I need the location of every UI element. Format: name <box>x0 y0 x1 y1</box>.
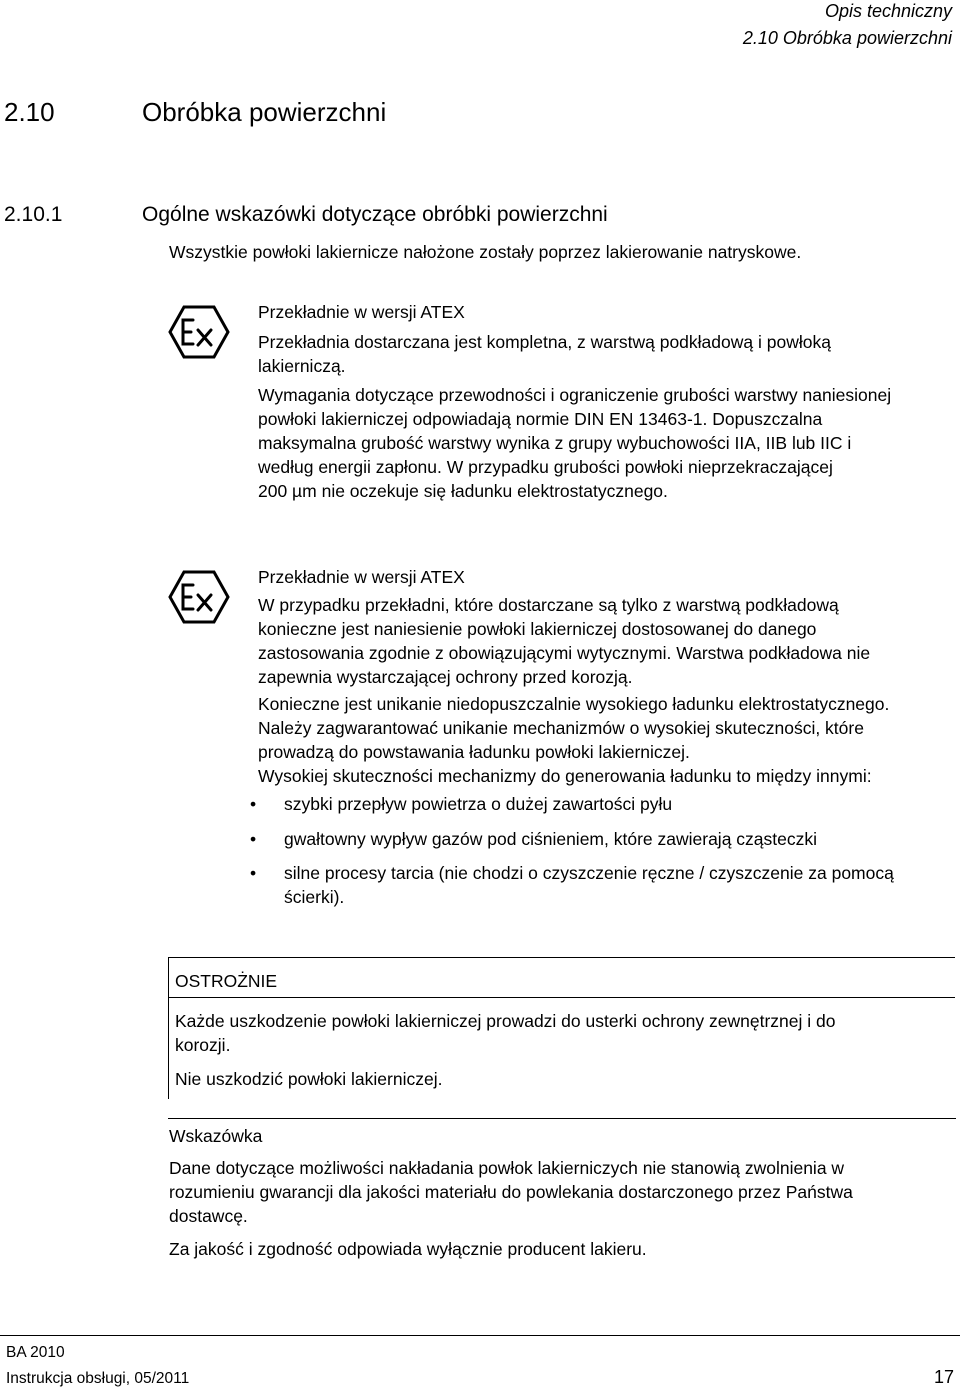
note-paragraph-2: Za jakość i zgodność odpowiada wyłącznie producent lakieru. <box>169 1239 647 1259</box>
page-number: 17 <box>933 1367 954 1387</box>
atex1-heading: Przekładnie w wersji ATEX <box>258 302 465 322</box>
text-line: według energii zapłonu. W przypadku grubości powłoki nieprzekraczającej <box>258 457 833 477</box>
text-line: szybki przepływ powietrza o dużej zawartości pyłu <box>284 794 673 814</box>
text-line: Konieczne jest unikanie niedopuszczalnie wysokiego ładunku elektrostatycznego. <box>258 694 890 714</box>
text-line: rozumieniu gwarancji dla jakości materiału do powlekania dostarczonego przez Państwa <box>169 1182 853 1202</box>
intro-paragraph: Wszystkie powłoki lakiernicze nałożone zostały poprzez lakierowanie natryskowe. <box>169 242 802 262</box>
ex-explosion-protection-icon <box>168 570 230 624</box>
text-line: Przekładnia dostarczana jest kompletna, z warstwą podkładową i powłoką <box>258 332 831 352</box>
text-line: Każde uszkodzenie powłoki lakierniczej prowadzi do usterki ochrony zewnętrznej i do <box>175 1011 836 1031</box>
text-line: Wysokiej skuteczności mechanizmy do generowania ładunku to między innymi: <box>258 766 872 786</box>
atex1-paragraph-1 <box>258 330 831 378</box>
text-line: lakierniczą. <box>258 356 346 376</box>
caution-paragraph-1 <box>175 1009 835 1057</box>
text-line: Należy zagwarantować unikanie mechanizmów o wysokiej skuteczności, które <box>258 718 864 738</box>
section-heading <box>4 97 386 127</box>
list-item <box>250 827 817 851</box>
footer-doc-id: BA 2010 <box>6 1344 65 1361</box>
text-line: W przypadku przekładni, które dostarczane są tylko z warstwą podkładową <box>258 595 839 615</box>
section-number: 2.10 <box>4 97 55 127</box>
text-line: 200 µm nie oczekuje się ładunku elektrostatycznego. <box>258 481 668 501</box>
divider <box>168 1118 956 1119</box>
divider <box>169 997 955 998</box>
section-title: Obróbka powierzchni <box>142 97 387 127</box>
text-line: dostawcę. <box>169 1206 248 1226</box>
text-line: konieczne jest naniesienie powłoki lakierniczej dostosowanej do danego <box>258 619 817 639</box>
subsection-title: Ogólne wskazówki dotyczące obróbki powierzchni <box>142 203 608 226</box>
bullet-icon: • <box>250 829 257 849</box>
ex-explosion-protection-icon <box>168 305 230 359</box>
atex2-heading: Przekładnie w wersji ATEX <box>258 567 465 587</box>
note-paragraph-1 <box>169 1156 853 1228</box>
caution-label: OSTROŻNIE <box>175 971 278 991</box>
note-label: Wskazówka <box>169 1126 263 1146</box>
caution-paragraph-2: Nie uszkodzić powłoki lakierniczej. <box>175 1069 443 1089</box>
text-line: gwałtowny wypływ gazów pod ciśnieniem, które zawierają cząsteczki <box>284 829 817 849</box>
subsection-heading <box>4 202 608 228</box>
atex2-paragraph-2 <box>258 692 889 788</box>
running-header-section: 2.10 Obróbka powierzchni <box>742 28 952 48</box>
bullet-icon: • <box>250 863 257 883</box>
text-line: prowadzą do powstawania ładunku powłoki lakierniczej. <box>258 742 690 762</box>
text-line: ścierki). <box>284 887 345 907</box>
bullet-icon: • <box>250 794 257 814</box>
text-line: korozji. <box>175 1035 231 1055</box>
divider <box>0 1335 960 1336</box>
atex1-paragraph-2 <box>258 383 891 503</box>
list-item <box>250 792 673 816</box>
text-line: Wymagania dotyczące przewodności i ograniczenie grubości warstwy naniesionej <box>258 385 892 405</box>
subsection-number: 2.10.1 <box>4 203 63 226</box>
text-line: powłoki lakierniczej odpowiadają normie DIN EN 13463-1. Dopuszczalna <box>258 409 823 429</box>
text-line: zastosowania zgodnie z obowiązującymi wytycznymi. Warstwa podkładowa nie <box>258 643 871 663</box>
text-line: silne procesy tarcia (nie chodzi o czyszczenie ręczne / czyszczenie za pomocą <box>284 863 894 883</box>
atex2-paragraph-1 <box>258 593 870 689</box>
text-line: maksymalna grubość warstwy wynika z grupy wybuchowości IIA, IIB lub IIC i <box>258 433 852 453</box>
running-header-title: Opis techniczny <box>824 1 952 21</box>
text-line: Dane dotyczące możliwości nakładania powłok lakierniczych nie stanowią zwolnienia w <box>169 1158 845 1178</box>
text-line: zapewnia wystarczającej ochrony przed korozją. <box>258 667 633 687</box>
footer-manual: Instrukcja obsługi, 05/2011 <box>6 1370 190 1387</box>
list-item <box>250 861 894 909</box>
